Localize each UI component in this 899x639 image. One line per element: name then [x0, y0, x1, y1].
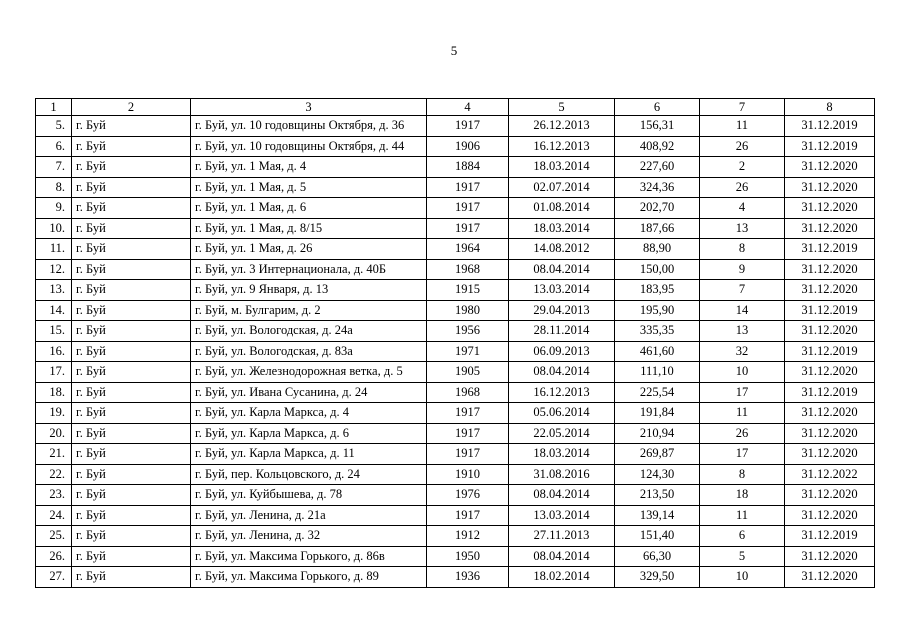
cell-count: 2	[700, 157, 785, 178]
table-row	[36, 382, 875, 403]
cell-area: 210,94	[615, 423, 700, 444]
cell-date: 18.03.2014	[509, 444, 615, 465]
cell-area: 111,10	[615, 362, 700, 383]
data-table	[35, 98, 875, 588]
column-header-7: 7	[700, 99, 785, 116]
table-row	[36, 280, 875, 301]
cell-area: 213,50	[615, 485, 700, 506]
cell-year-built: 1915	[427, 280, 509, 301]
table-row	[36, 300, 875, 321]
cell-address: г. Буй, ул. Максима Горького, д. 89	[191, 567, 427, 588]
table-body	[36, 116, 875, 588]
cell-deadline: 31.12.2019	[785, 526, 875, 547]
table-row	[36, 259, 875, 280]
cell-row-number: 23.	[36, 485, 72, 506]
cell-row-number: 22.	[36, 464, 72, 485]
cell-deadline: 31.12.2022	[785, 464, 875, 485]
cell-deadline: 31.12.2019	[785, 382, 875, 403]
cell-area: 88,90	[615, 239, 700, 260]
cell-date: 13.03.2014	[509, 280, 615, 301]
cell-area: 227,60	[615, 157, 700, 178]
cell-count: 18	[700, 485, 785, 506]
cell-area: 156,31	[615, 116, 700, 137]
cell-address: г. Буй, ул. 9 Января, д. 13	[191, 280, 427, 301]
cell-row-number: 20.	[36, 423, 72, 444]
cell-settlement: г. Буй	[72, 198, 191, 219]
cell-count: 11	[700, 505, 785, 526]
cell-deadline: 31.12.2020	[785, 177, 875, 198]
cell-year-built: 1964	[427, 239, 509, 260]
cell-count: 8	[700, 464, 785, 485]
cell-settlement: г. Буй	[72, 526, 191, 547]
cell-address: г. Буй, ул. Ленина, д. 32	[191, 526, 427, 547]
cell-row-number: 11.	[36, 239, 72, 260]
cell-count: 9	[700, 259, 785, 280]
cell-deadline: 31.12.2020	[785, 157, 875, 178]
cell-date: 16.12.2013	[509, 136, 615, 157]
cell-year-built: 1906	[427, 136, 509, 157]
column-header-3: 3	[191, 99, 427, 116]
cell-deadline: 31.12.2019	[785, 116, 875, 137]
cell-year-built: 1917	[427, 177, 509, 198]
cell-address: г. Буй, ул. 1 Мая, д. 5	[191, 177, 427, 198]
cell-area: 124,30	[615, 464, 700, 485]
cell-row-number: 19.	[36, 403, 72, 424]
cell-date: 18.03.2014	[509, 157, 615, 178]
table-row	[36, 116, 875, 137]
cell-settlement: г. Буй	[72, 321, 191, 342]
cell-count: 17	[700, 444, 785, 465]
cell-date: 28.11.2014	[509, 321, 615, 342]
cell-year-built: 1968	[427, 259, 509, 280]
cell-deadline: 31.12.2020	[785, 321, 875, 342]
cell-settlement: г. Буй	[72, 300, 191, 321]
cell-year-built: 1917	[427, 423, 509, 444]
cell-count: 26	[700, 423, 785, 444]
cell-area: 324,36	[615, 177, 700, 198]
cell-address: г. Буй, ул. 1 Мая, д. 8/15	[191, 218, 427, 239]
cell-row-number: 26.	[36, 546, 72, 567]
cell-count: 13	[700, 218, 785, 239]
column-header-4: 4	[427, 99, 509, 116]
cell-deadline: 31.12.2020	[785, 362, 875, 383]
cell-area: 329,50	[615, 567, 700, 588]
table-row	[36, 444, 875, 465]
cell-count: 5	[700, 546, 785, 567]
cell-address: г. Буй, ул. Максима Горького, д. 86в	[191, 546, 427, 567]
cell-row-number: 9.	[36, 198, 72, 219]
cell-row-number: 13.	[36, 280, 72, 301]
cell-date: 14.08.2012	[509, 239, 615, 260]
cell-count: 11	[700, 403, 785, 424]
cell-address: г. Буй, ул. Ивана Сусанина, д. 24	[191, 382, 427, 403]
column-header-6: 6	[615, 99, 700, 116]
cell-deadline: 31.12.2020	[785, 485, 875, 506]
cell-count: 6	[700, 526, 785, 547]
cell-date: 26.12.2013	[509, 116, 615, 137]
cell-address: г. Буй, ул. 10 годовщины Октября, д. 36	[191, 116, 427, 137]
cell-count: 4	[700, 198, 785, 219]
table-row	[36, 464, 875, 485]
page-number: 5	[450, 43, 458, 58]
cell-deadline: 31.12.2020	[785, 280, 875, 301]
table-row	[36, 239, 875, 260]
cell-address: г. Буй, ул. 3 Интернационала, д. 40Б	[191, 259, 427, 280]
cell-settlement: г. Буй	[72, 423, 191, 444]
cell-address: г. Буй, ул. Железнодорожная ветка, д. 5	[191, 362, 427, 383]
cell-row-number: 27.	[36, 567, 72, 588]
table-row	[36, 157, 875, 178]
cell-year-built: 1917	[427, 444, 509, 465]
cell-row-number: 15.	[36, 321, 72, 342]
cell-address: г. Буй, ул. Карла Маркса, д. 4	[191, 403, 427, 424]
table-row	[36, 403, 875, 424]
column-header-2: 2	[72, 99, 191, 116]
cell-address: г. Буй, пер. Кольцовского, д. 24	[191, 464, 427, 485]
cell-date: 08.04.2014	[509, 362, 615, 383]
cell-area: 335,35	[615, 321, 700, 342]
cell-date: 27.11.2013	[509, 526, 615, 547]
table-row	[36, 423, 875, 444]
cell-date: 18.02.2014	[509, 567, 615, 588]
cell-year-built: 1884	[427, 157, 509, 178]
cell-count: 14	[700, 300, 785, 321]
table-row	[36, 567, 875, 588]
cell-row-number: 18.	[36, 382, 72, 403]
cell-address: г. Буй, ул. 1 Мая, д. 26	[191, 239, 427, 260]
cell-address: г. Буй, ул. 10 годовщины Октября, д. 44	[191, 136, 427, 157]
cell-area: 66,30	[615, 546, 700, 567]
cell-row-number: 12.	[36, 259, 72, 280]
column-header-5: 5	[509, 99, 615, 116]
cell-area: 461,60	[615, 341, 700, 362]
cell-year-built: 1980	[427, 300, 509, 321]
cell-year-built: 1956	[427, 321, 509, 342]
cell-row-number: 7.	[36, 157, 72, 178]
cell-date: 08.04.2014	[509, 546, 615, 567]
cell-area: 139,14	[615, 505, 700, 526]
cell-deadline: 31.12.2020	[785, 403, 875, 424]
cell-year-built: 1971	[427, 341, 509, 362]
cell-address: г. Буй, ул. 1 Мая, д. 6	[191, 198, 427, 219]
cell-date: 16.12.2013	[509, 382, 615, 403]
cell-area: 195,90	[615, 300, 700, 321]
cell-settlement: г. Буй	[72, 157, 191, 178]
table-row	[36, 177, 875, 198]
cell-count: 11	[700, 116, 785, 137]
cell-settlement: г. Буй	[72, 239, 191, 260]
cell-row-number: 16.	[36, 341, 72, 362]
cell-count: 8	[700, 239, 785, 260]
table-row	[36, 546, 875, 567]
cell-address: г. Буй, м. Булгарим, д. 2	[191, 300, 427, 321]
cell-year-built: 1912	[427, 526, 509, 547]
cell-address: г. Буй, ул. Ленина, д. 21а	[191, 505, 427, 526]
cell-count: 26	[700, 177, 785, 198]
cell-address: г. Буй, ул. Вологодская, д. 24а	[191, 321, 427, 342]
cell-deadline: 31.12.2020	[785, 567, 875, 588]
cell-area: 187,66	[615, 218, 700, 239]
cell-count: 26	[700, 136, 785, 157]
cell-deadline: 31.12.2020	[785, 198, 875, 219]
cell-date: 02.07.2014	[509, 177, 615, 198]
cell-address: г. Буй, ул. Карла Маркса, д. 11	[191, 444, 427, 465]
cell-date: 05.06.2014	[509, 403, 615, 424]
cell-row-number: 24.	[36, 505, 72, 526]
cell-settlement: г. Буй	[72, 177, 191, 198]
cell-date: 01.08.2014	[509, 198, 615, 219]
cell-row-number: 17.	[36, 362, 72, 383]
cell-year-built: 1968	[427, 382, 509, 403]
cell-count: 10	[700, 362, 785, 383]
cell-date: 08.04.2014	[509, 485, 615, 506]
cell-count: 32	[700, 341, 785, 362]
cell-settlement: г. Буй	[72, 403, 191, 424]
table-row	[36, 198, 875, 219]
cell-settlement: г. Буй	[72, 259, 191, 280]
cell-row-number: 21.	[36, 444, 72, 465]
cell-year-built: 1917	[427, 116, 509, 137]
table-row	[36, 321, 875, 342]
cell-area: 225,54	[615, 382, 700, 403]
table-row	[36, 341, 875, 362]
cell-area: 151,40	[615, 526, 700, 547]
cell-deadline: 31.12.2020	[785, 423, 875, 444]
cell-deadline: 31.12.2020	[785, 259, 875, 280]
cell-area: 269,87	[615, 444, 700, 465]
cell-year-built: 1950	[427, 546, 509, 567]
cell-settlement: г. Буй	[72, 136, 191, 157]
cell-settlement: г. Буй	[72, 116, 191, 137]
cell-year-built: 1917	[427, 505, 509, 526]
cell-row-number: 5.	[36, 116, 72, 137]
cell-settlement: г. Буй	[72, 341, 191, 362]
table-header-row	[36, 99, 875, 116]
cell-area: 150,00	[615, 259, 700, 280]
cell-year-built: 1910	[427, 464, 509, 485]
cell-year-built: 1917	[427, 198, 509, 219]
cell-settlement: г. Буй	[72, 382, 191, 403]
cell-deadline: 31.12.2019	[785, 239, 875, 260]
cell-settlement: г. Буй	[72, 546, 191, 567]
cell-deadline: 31.12.2020	[785, 218, 875, 239]
cell-date: 18.03.2014	[509, 218, 615, 239]
column-header-1: 1	[36, 99, 72, 116]
cell-deadline: 31.12.2019	[785, 300, 875, 321]
column-header-8: 8	[785, 99, 875, 116]
cell-row-number: 10.	[36, 218, 72, 239]
cell-settlement: г. Буй	[72, 567, 191, 588]
table-row	[36, 362, 875, 383]
cell-year-built: 1917	[427, 218, 509, 239]
cell-settlement: г. Буй	[72, 280, 191, 301]
table-row	[36, 485, 875, 506]
cell-deadline: 31.12.2019	[785, 341, 875, 362]
cell-settlement: г. Буй	[72, 362, 191, 383]
cell-year-built: 1936	[427, 567, 509, 588]
cell-count: 13	[700, 321, 785, 342]
cell-settlement: г. Буй	[72, 444, 191, 465]
cell-address: г. Буй, ул. Куйбышева, д. 78	[191, 485, 427, 506]
cell-area: 202,70	[615, 198, 700, 219]
table-row	[36, 218, 875, 239]
cell-count: 17	[700, 382, 785, 403]
cell-date: 31.08.2016	[509, 464, 615, 485]
cell-deadline: 31.12.2020	[785, 505, 875, 526]
table-row	[36, 526, 875, 547]
cell-row-number: 6.	[36, 136, 72, 157]
cell-count: 10	[700, 567, 785, 588]
table-row	[36, 505, 875, 526]
table-row	[36, 136, 875, 157]
cell-year-built: 1905	[427, 362, 509, 383]
cell-settlement: г. Буй	[72, 218, 191, 239]
cell-row-number: 8.	[36, 177, 72, 198]
cell-area: 183,95	[615, 280, 700, 301]
cell-deadline: 31.12.2019	[785, 136, 875, 157]
cell-settlement: г. Буй	[72, 505, 191, 526]
cell-area: 408,92	[615, 136, 700, 157]
cell-date: 13.03.2014	[509, 505, 615, 526]
cell-count: 7	[700, 280, 785, 301]
cell-date: 29.04.2013	[509, 300, 615, 321]
cell-deadline: 31.12.2020	[785, 444, 875, 465]
cell-address: г. Буй, ул. Карла Маркса, д. 6	[191, 423, 427, 444]
cell-date: 22.05.2014	[509, 423, 615, 444]
cell-year-built: 1917	[427, 403, 509, 424]
cell-address: г. Буй, ул. 1 Мая, д. 4	[191, 157, 427, 178]
cell-year-built: 1976	[427, 485, 509, 506]
cell-date: 06.09.2013	[509, 341, 615, 362]
cell-row-number: 14.	[36, 300, 72, 321]
cell-date: 08.04.2014	[509, 259, 615, 280]
cell-settlement: г. Буй	[72, 464, 191, 485]
cell-address: г. Буй, ул. Вологодская, д. 83а	[191, 341, 427, 362]
cell-deadline: 31.12.2020	[785, 546, 875, 567]
cell-settlement: г. Буй	[72, 485, 191, 506]
cell-row-number: 25.	[36, 526, 72, 547]
cell-area: 191,84	[615, 403, 700, 424]
